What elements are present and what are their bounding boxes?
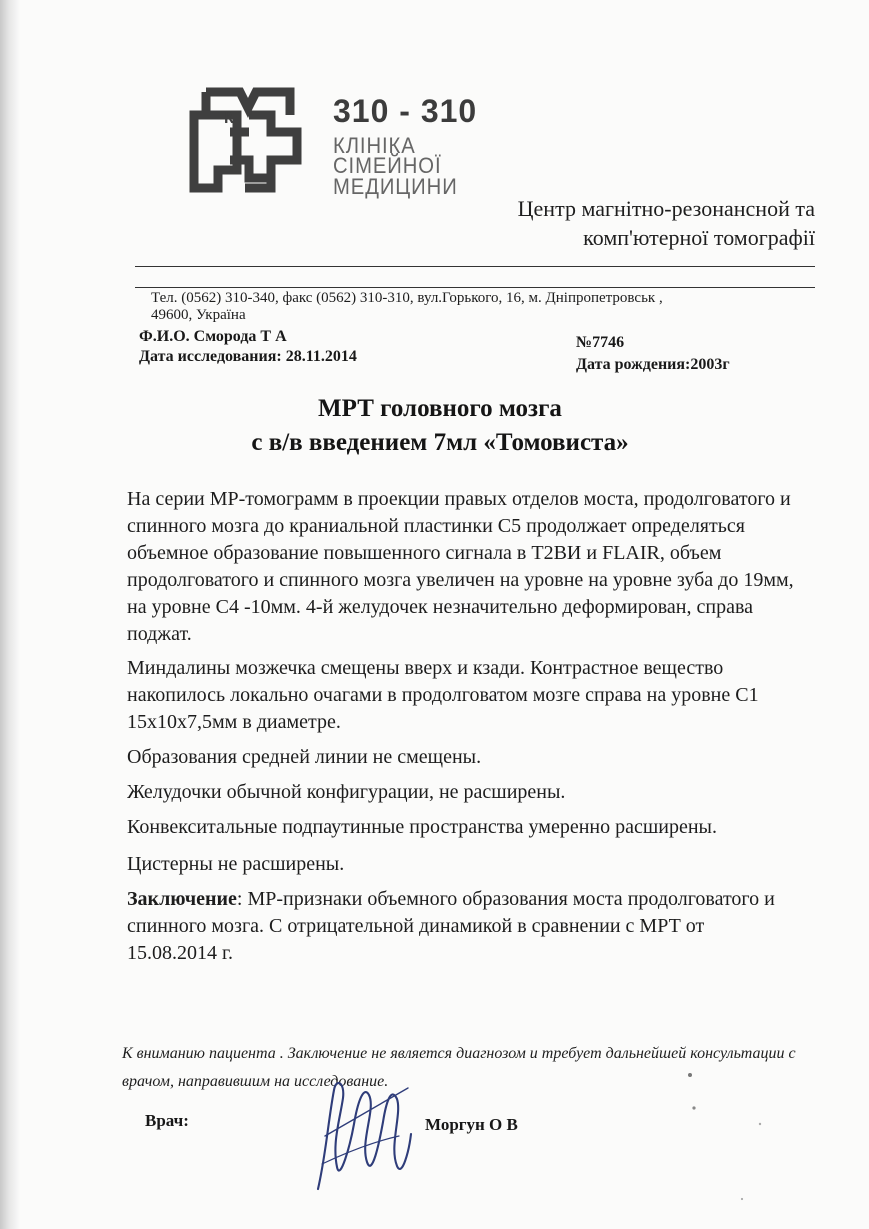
contact-line-2: 49600, Україна <box>151 307 246 323</box>
doctor-signature-icon <box>306 1064 416 1204</box>
finding-paragraph-6: Цистерны не расширены. <box>127 853 345 875</box>
svg-text:К: К <box>224 110 234 127</box>
patient-name: Ф.И.О. Сморода Т А <box>139 328 287 345</box>
report-title-line-1: МРТ головного мозга <box>318 395 562 422</box>
clinic-logo-icon <box>188 84 308 204</box>
center-name <box>463 194 815 252</box>
report-body <box>127 486 827 967</box>
conclusion-label: Заключение <box>127 888 237 910</box>
patient-info <box>139 327 357 367</box>
report-title-line-2: с в/в введением 7мл «Томовиста» <box>251 429 629 456</box>
header-rule-top <box>135 266 815 267</box>
header-rule-bottom <box>135 287 815 288</box>
doctor-label: Врач: <box>145 1111 189 1130</box>
report-title <box>120 392 760 460</box>
center-name-line-1: Центр магнітно-резонансной та <box>517 196 815 221</box>
logo-family-word: СІМЕЙНОЇ <box>333 153 442 178</box>
record-number: №7746 <box>576 334 625 351</box>
doctor-name: Моргун О В <box>425 1115 518 1134</box>
study-date: Дата исследования: 28.11.2014 <box>139 348 357 365</box>
contact-line-1: Тел. (0562) 310-340, факс (0562) 310-310, вул.Горького, 16, м. Дніпропетровськ , <box>151 290 663 306</box>
scan-edge <box>0 0 20 1229</box>
record-info <box>576 332 730 376</box>
patient-note: К вниманию пациента . Заключение не является диагнозом и требует дальнейшей консультации с врачом, направившим на исследование. <box>122 1045 796 1090</box>
conclusion-paragraph <box>127 886 787 967</box>
finding-paragraph-5: Конвекситальные подпаутинные пространства умеренно расширены. <box>127 816 717 838</box>
birth-date: Дата рождения:2003г <box>576 356 730 373</box>
conclusion-text: : МР-признаки объемного образования моста продолговатого и спинного мозга. С отрицательной динамикой в сравнении с МРТ от 15.08.2014 г. <box>127 888 775 964</box>
center-name-line-2: комп'ютерної томографії <box>583 225 815 250</box>
finding-paragraph-3: Образования средней линии не смещены. <box>127 746 482 768</box>
finding-paragraph-1: На серии МР-томограмм в проекции правых отделов моста, продолговатого и спинного мозга до краниальной пластинки С5 продолжает определяться объемное образование повышенного сигнала в Т2ВИ и FLAIR, объем продолговатого и спинного мозга увеличен на уровне на уровне зуба до 19мм, на уровне С4 -10мм. 4-й желудочек незначительно деформирован, справа поджат. <box>127 488 794 645</box>
logo-clinic-word: КЛІНІКА <box>333 133 416 158</box>
contact-info <box>151 290 801 324</box>
logo-phone-number: 310 - 310 <box>333 93 478 129</box>
finding-paragraph-4: Желудочки обычной конфигурации, не расширены. <box>127 781 566 803</box>
logo-medicine-word: МЕДИЦИНИ <box>333 174 458 199</box>
finding-paragraph-2: Миндалины мозжечка смещены вверх и кзади. Контрастное вещество накопилось локально очагами в продолговатом мозге справа на уровне С1 15х10х7,5мм в диаметре. <box>127 657 759 733</box>
